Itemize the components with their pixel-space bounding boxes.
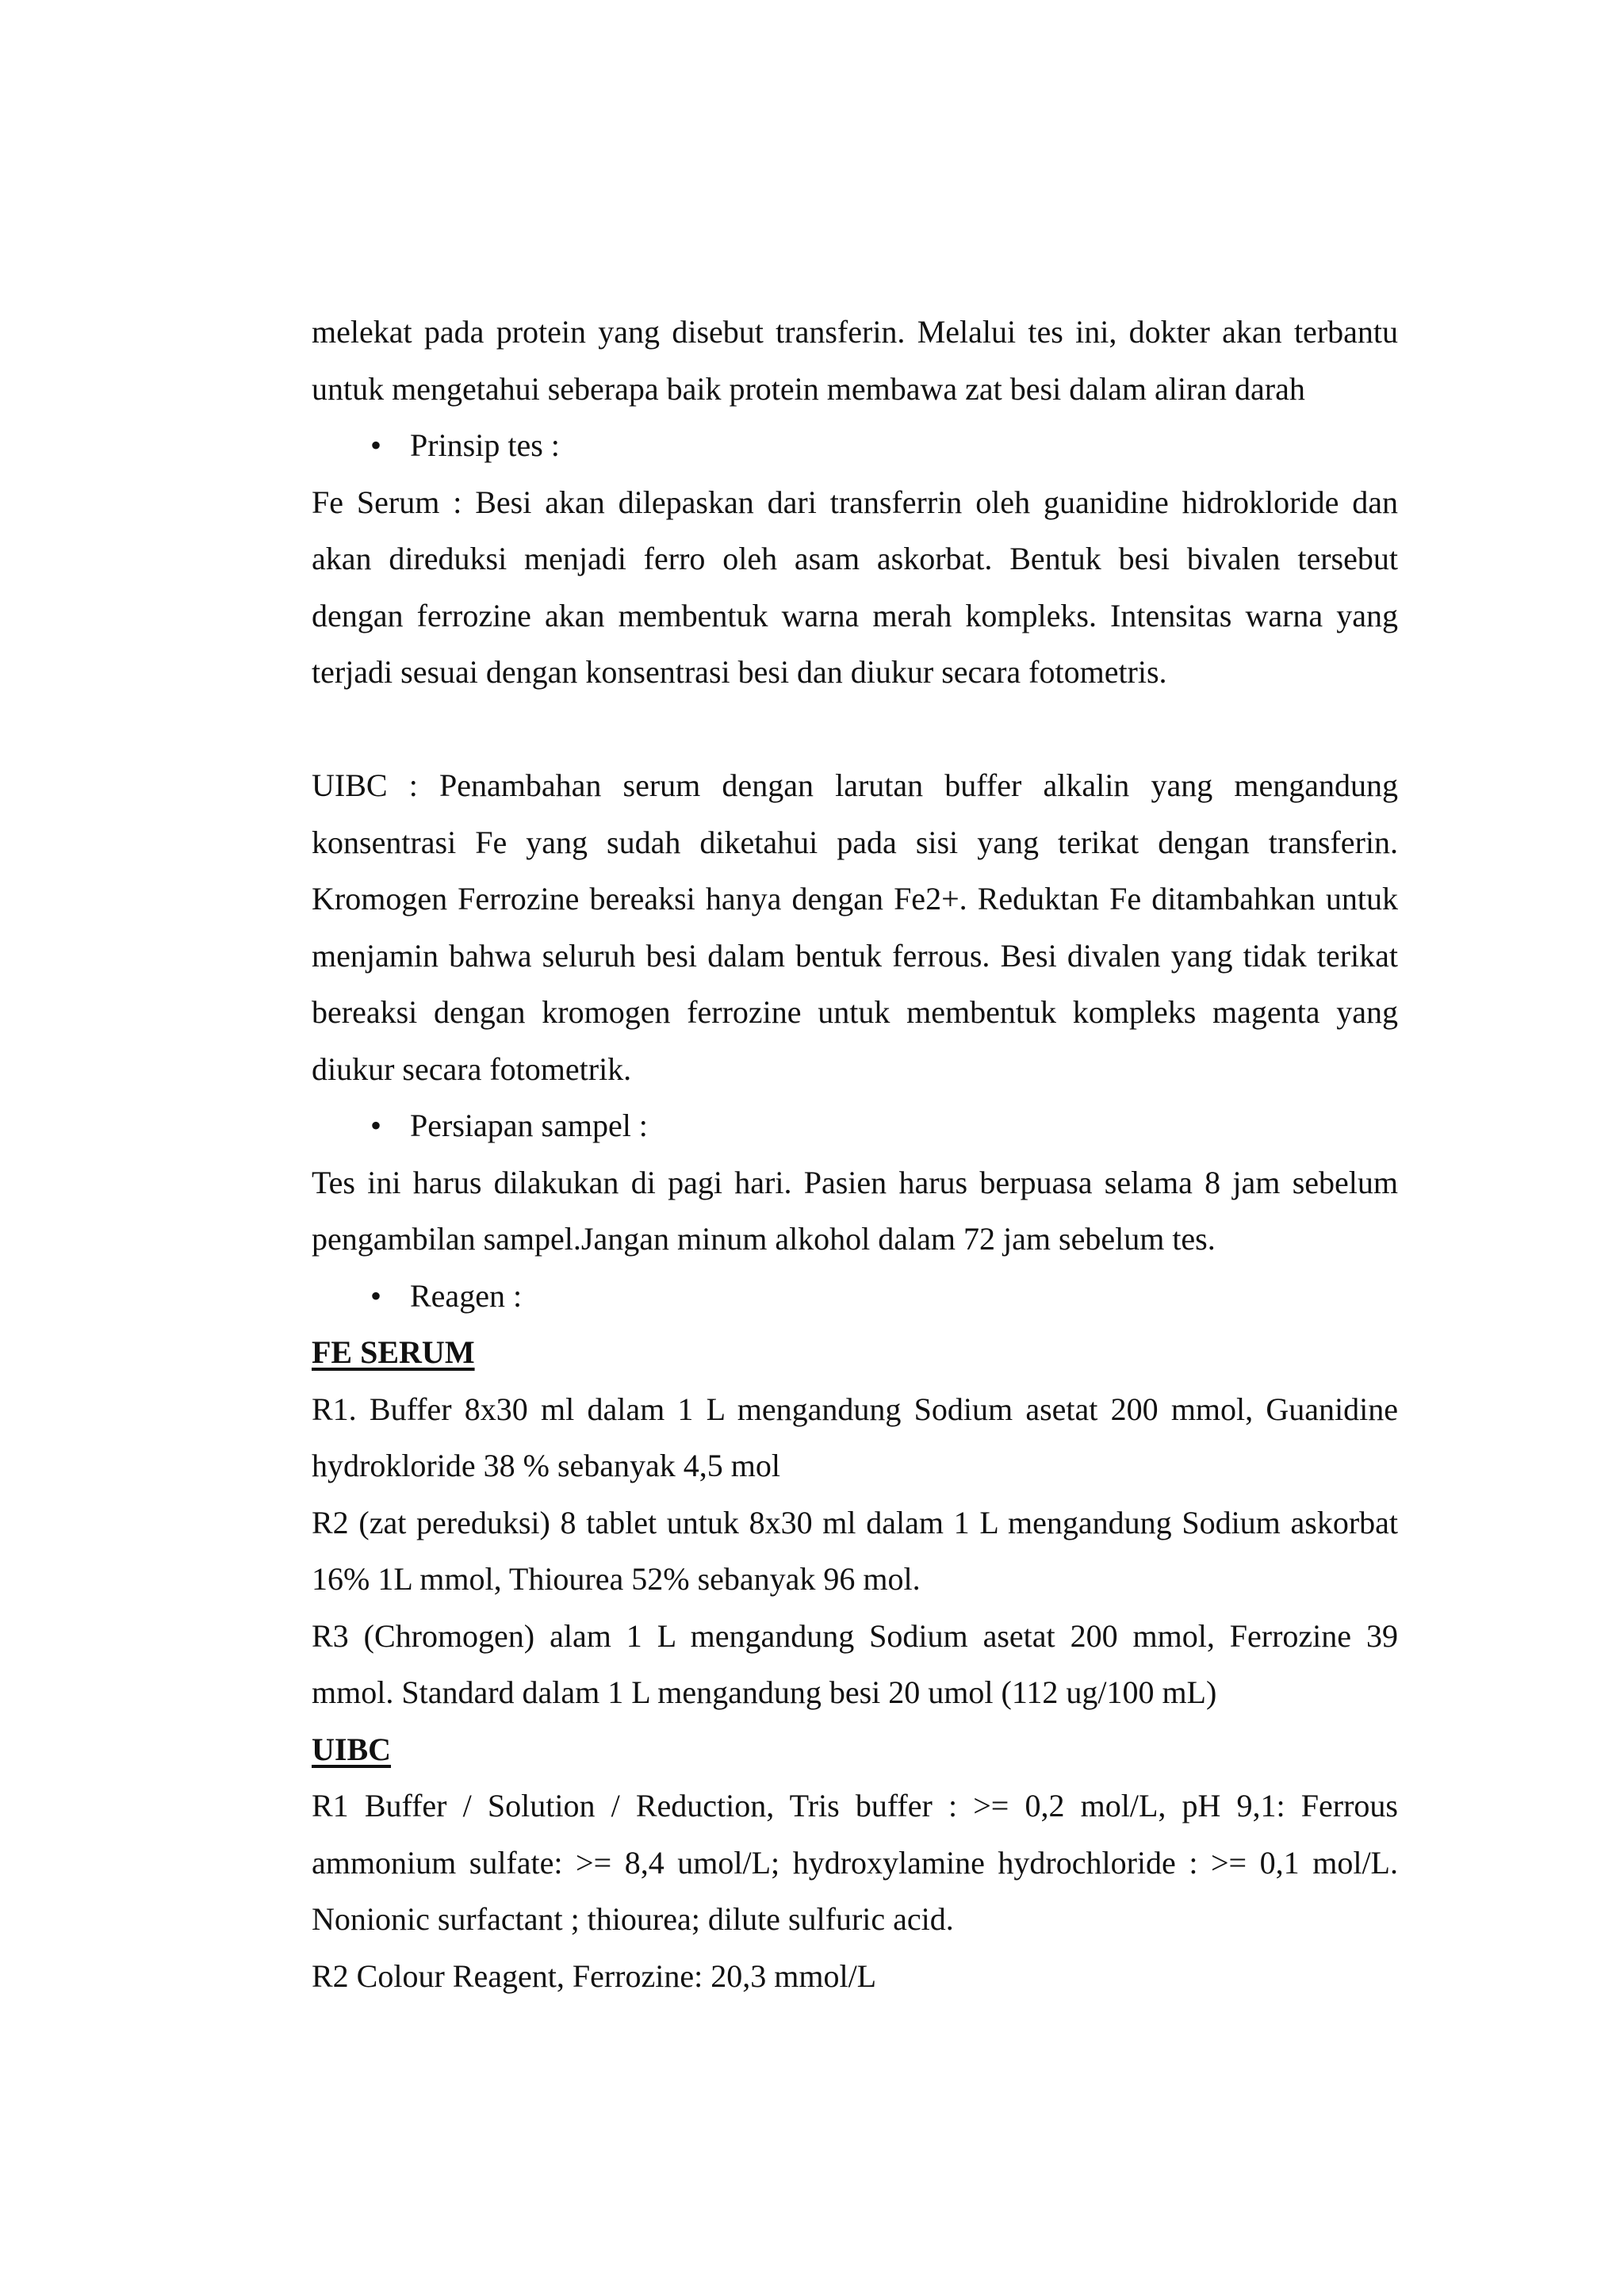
fe-serum-principle-paragraph: Fe Serum : Besi akan dilepaskan dari transferrin oleh guanidine hidrokloride dan akan direduksi menjadi ferro oleh asam askorbat. Bentuk besi bivalen tersebut dengan ferrozine akan membentuk warna merah kompleks. Intensitas warna yang terjadi sesuai dengan konsentrasi besi dan diukur secara fotometris. — [312, 484, 1398, 690]
bullet-label-reagen: Reagen : — [410, 1277, 523, 1314]
bullet-prinsip-tes — [312, 417, 1398, 474]
bullet-label-persiapan: Persiapan sampel : — [410, 1108, 648, 1143]
bullet-icon: • — [370, 1277, 382, 1314]
document-page — [312, 304, 1398, 2004]
paragraph-gap — [312, 701, 1398, 758]
fe-serum-r1-paragraph: R1. Buffer 8x30 ml dalam 1 L mengandung Sodium asetat 200 mmol, Guanidine hydrokloride 38 % sebanyak 4,5 mol — [312, 1391, 1398, 1483]
fe-serum-heading: FE SERUM — [312, 1334, 475, 1370]
persiapan-paragraph: Tes ini harus dilakukan di pagi hari. Pasien harus berpuasa selama 8 jam sebelum pengambilan sampel.Jangan minum alkohol dalam 72 jam sebelum tes. — [312, 1164, 1398, 1257]
uibc-principle-paragraph: UIBC : Penambahan serum dengan larutan buffer alkalin yang mengandung konsentrasi Fe yang sudah diketahui pada sisi yang terikat dengan transferin. Kromogen Ferrozine bereaksi hanya dengan Fe2+. Reduktan Fe ditambahkan untuk menjamin bahwa seluruh besi dalam bentuk ferrous. Besi divalen yang tidak terikat bereaksi dengan kromogen ferrozine untuk membentuk kompleks magenta yang diukur secara fotometrik. — [312, 767, 1398, 1087]
bullet-icon: • — [370, 1108, 382, 1143]
fe-serum-r3-paragraph: R3 (Chromogen) alam 1 L mengandung Sodium asetat 200 mmol, Ferrozine 39 mmol. Standard dalam 1 L mengandung besi 20 umol (112 ug/100 mL) — [312, 1617, 1398, 1710]
bullet-label-prinsip: Prinsip tes : — [410, 427, 560, 463]
uibc-r1-paragraph: R1 Buffer / Solution / Reduction, Tris buffer : >= 0,2 mol/L, pH 9,1: Ferrous ammonium sulfate: >= 8,4 umol/L; hydroxylamine hydrochloride : >= 0,1 mol/L. Nonionic surfactant ; thiourea; dilute sulfuric acid. — [312, 1788, 1398, 1937]
bullet-persiapan-sampel — [312, 1097, 1398, 1154]
bullet-icon: • — [370, 427, 382, 463]
uibc-r2-paragraph: R2 Colour Reagent, Ferrozine: 20,3 mmol/L — [312, 1957, 877, 1994]
bullet-reagen — [312, 1268, 1398, 1325]
uibc-heading: UIBC — [312, 1731, 392, 1767]
fe-serum-r2-paragraph: R2 (zat pereduksi) 8 tablet untuk 8x30 ml dalam 1 L mengandung Sodium askorbat 16% 1L mmol, Thiourea 52% sebanyak 96 mol. — [312, 1504, 1398, 1597]
intro-paragraph: melekat pada protein yang disebut transferin. Melalui tes ini, dokter akan terbantu untuk mengetahui seberapa baik protein membawa zat besi dalam aliran darah — [312, 314, 1398, 407]
